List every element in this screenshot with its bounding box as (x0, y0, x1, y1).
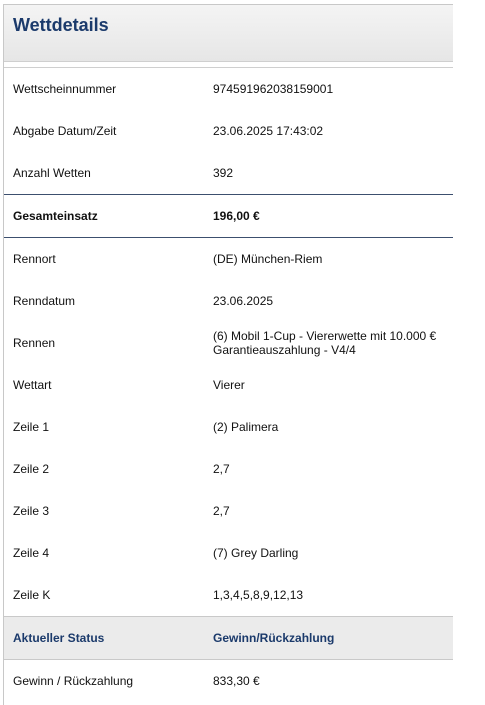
details-group-ticket (4, 67, 453, 194)
row-race (4, 322, 453, 364)
row-value: (2) Palimera (213, 420, 279, 434)
row-line-3 (4, 490, 453, 532)
row-value: 196,00 € (213, 209, 260, 223)
row-race-date (4, 280, 453, 322)
row-value: 2,7 (213, 462, 230, 476)
row-ticket-number (4, 68, 453, 110)
details-group-total (4, 194, 453, 237)
row-bet-type (4, 364, 453, 406)
row-value: 392 (213, 166, 234, 180)
row-label: Zeile 4 (13, 546, 50, 560)
row-label: Wettart (13, 378, 52, 392)
row-label: Renndatum (13, 294, 76, 308)
row-label: Abgabe Datum/Zeit (13, 124, 117, 138)
row-race-venue (4, 238, 453, 280)
row-line-4 (4, 532, 453, 574)
status-value: Gewinn/Rückzahlung (213, 631, 335, 645)
row-payout (4, 660, 453, 702)
row-line-k (4, 574, 453, 616)
row-value: 974591962038159001 (213, 82, 334, 96)
row-current-status (4, 616, 453, 660)
row-value: 23.06.2025 17:43:02 (213, 124, 324, 138)
row-value: Vierer (213, 378, 245, 392)
row-label: Zeile 2 (13, 462, 50, 476)
row-label: Zeile 3 (13, 504, 50, 518)
row-bet-count (4, 152, 453, 194)
row-line-2 (4, 448, 453, 490)
row-value: 833,30 € (213, 674, 260, 688)
row-line-1 (4, 406, 453, 448)
row-value: (7) Grey Darling (213, 546, 299, 560)
status-label: Aktueller Status (13, 631, 105, 645)
panel-title: Wettdetails (13, 15, 109, 35)
row-label: Anzahl Wetten (13, 166, 91, 180)
details-group-race (4, 237, 453, 616)
row-label: Rennen (13, 336, 56, 350)
row-label: Zeile K (13, 588, 51, 602)
bet-details-panel (3, 4, 453, 705)
row-label: Rennort (13, 252, 56, 266)
row-value: 2,7 (213, 504, 230, 518)
row-label: Wettscheinnummer (13, 82, 117, 96)
row-total-stake (4, 195, 453, 237)
row-value: 1,3,4,5,8,9,12,13 (213, 588, 304, 602)
row-label: Zeile 1 (13, 420, 50, 434)
panel-header (4, 5, 453, 62)
row-value: (6) Mobil 1-Cup - Viererwette mit 10.000 € Garantieauszahlung - V4/4 (213, 329, 437, 357)
bet-details-table (4, 67, 453, 702)
row-value: 23.06.2025 (213, 294, 274, 308)
row-label: Gesamteinsatz (13, 209, 98, 223)
row-value: (DE) München-Riem (213, 252, 323, 266)
row-submission-datetime (4, 110, 453, 152)
row-label: Gewinn / Rückzahlung (13, 674, 134, 688)
